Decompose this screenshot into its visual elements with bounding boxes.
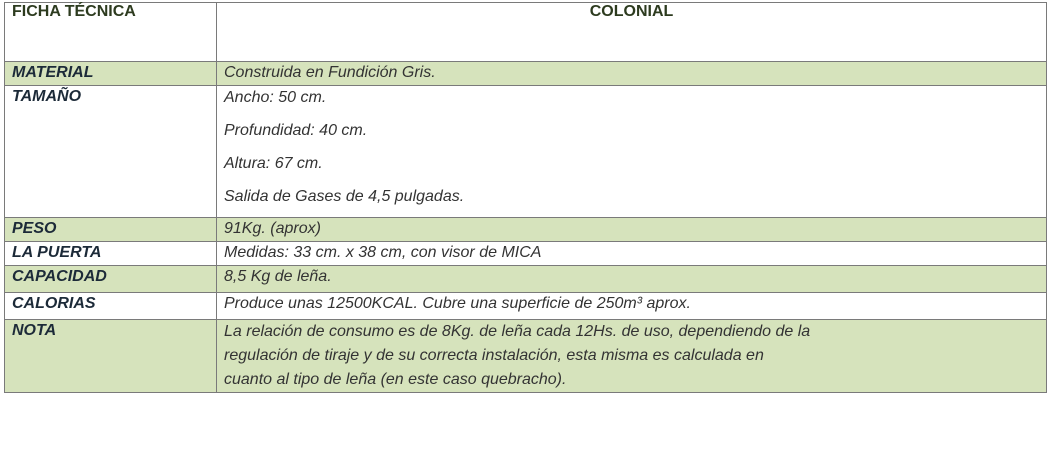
table-header-row [5, 3, 1047, 62]
row-material [5, 62, 1047, 86]
value-line: Produce unas 12500KCAL. Cubre una superficie de 250m³ aprox. [224, 295, 691, 312]
value-line: Medidas: 33 cm. x 38 cm, con visor de MICA [224, 244, 542, 261]
row-label: CALORIAS [5, 293, 217, 320]
row-label: CAPACIDAD [5, 266, 217, 293]
row-capacidad [5, 266, 1047, 293]
row-value [217, 86, 1047, 218]
header-title: FICHA TÉCNICA [5, 3, 217, 62]
row-nota [5, 320, 1047, 393]
row-la-puerta [5, 242, 1047, 266]
value-line: 8,5 Kg de leña. [224, 268, 332, 285]
row-tamano [5, 86, 1047, 218]
row-label: LA PUERTA [5, 242, 217, 266]
spec-table [4, 2, 1047, 393]
row-label: PESO [5, 218, 217, 242]
header-model: COLONIAL [217, 3, 1047, 62]
row-value [217, 242, 1047, 266]
row-calorias [5, 293, 1047, 320]
value-line: Altura: 67 cm. [224, 155, 323, 172]
row-label: NOTA [5, 320, 217, 393]
row-value [217, 266, 1047, 293]
value-line: La relación de consumo es de 8Kg. de leña cada 12Hs. de uso, dependiendo de la [224, 323, 811, 340]
value-line: Construida en Fundición Gris. [224, 64, 436, 81]
row-value [217, 293, 1047, 320]
row-value [217, 218, 1047, 242]
row-label: TAMAÑO [5, 86, 217, 218]
value-line: cuanto al tipo de leña (en este caso quebracho). [224, 371, 567, 388]
value-line: Ancho: 50 cm. [224, 89, 327, 106]
value-line: 91Kg. (aprox) [224, 220, 321, 237]
row-label: MATERIAL [5, 62, 217, 86]
row-value [217, 62, 1047, 86]
value-line: Salida de Gases de 4,5 pulgadas. [224, 188, 465, 205]
row-peso [5, 218, 1047, 242]
row-value [217, 320, 1047, 393]
value-line: Profundidad: 40 cm. [224, 122, 368, 139]
value-line: regulación de tiraje y de su correcta instalación, esta misma es calculada en [224, 347, 764, 364]
